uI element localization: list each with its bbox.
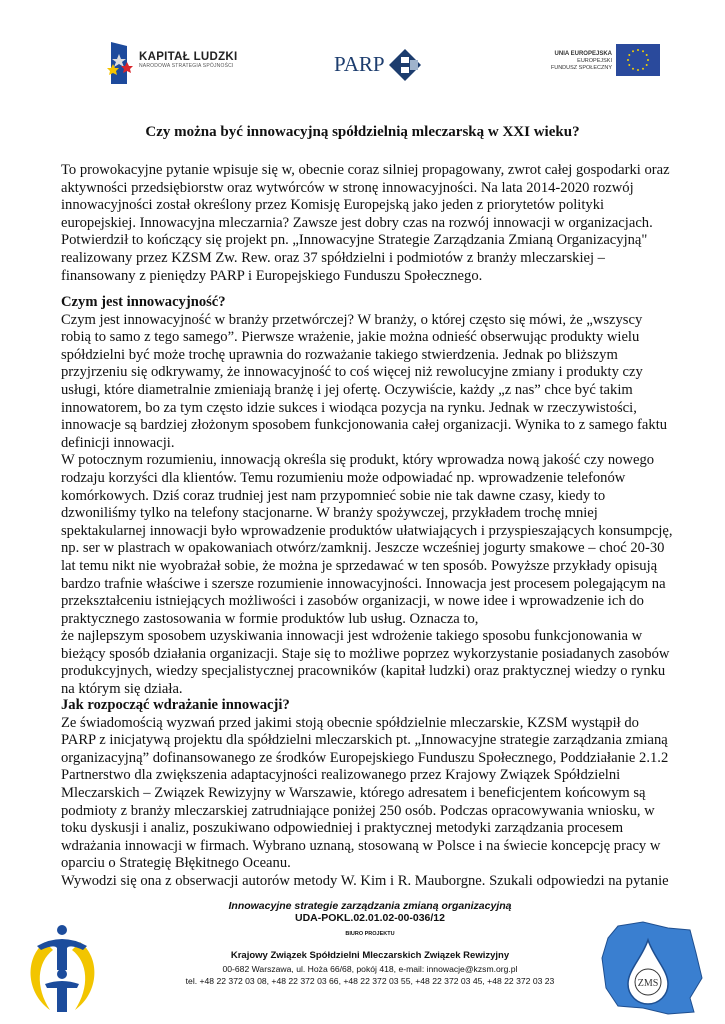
organization-phones: tel. +48 22 372 03 08, +48 22 372 03 66, +48 22 372 03 55, +48 22 372 03 45, +48 22 372 03 23 <box>185 976 555 986</box>
people-logo-icon <box>25 922 100 1014</box>
section-body <box>61 312 681 699</box>
text-line: spektakularnej innowacji było wprowadzenie produktów ułatwiających i przyspieszających konsumpcję, <box>61 522 673 539</box>
kapital-ludzki-subtitle: NARODOWA STRATEGIA SPÓJNOŚCI <box>139 63 234 69</box>
text-line: oparciu o Strategię Błękitnego Oceanu. <box>61 855 291 872</box>
text-line: przekształceniu istniejących możliwości i zasobów organizacji, w nowe idee i wprowadzenie ich do <box>61 593 644 610</box>
text-line: Potwierdził to kończący się projekt pn. „Innowacyjne Strategie Zarządzania Zmianą Organizacyjną" <box>61 232 648 249</box>
text-line: innowacje są bardziej złożonym sposobem funkcjonowania całej organizacji. Wynika to z samego faktu <box>61 417 668 434</box>
text-line: Czym jest innowacyjność w branży przetwórczej? W branży, o której często się mówi, że „wszyscy <box>61 311 643 328</box>
organization-name: Krajowy Związek Spółdzielni Mleczarskich Związek Rewizyjny <box>230 950 510 961</box>
text-line: że najlepszym sposobem uzyskiwania innowacji jest wdrożenie takiego sposobu funkcjonowania w <box>61 628 643 645</box>
kapital-ludzki-emblem-icon <box>105 40 137 86</box>
text-line: organizacyjną” dofinansowanego ze środków Europejskiego Funduszu Społecznego, Poddziałanie 2.1.2 <box>61 749 669 766</box>
text-line: W potocznym rozumieniu, innowacją określa się produkt, który wprowadza nową jakość czy nowego <box>61 452 655 469</box>
text-line: Partnerstwo dla zwiększenia adaptacyjności realizowanego przez Krajowy Związek Spółdzielni <box>61 767 621 784</box>
parp-logo <box>330 48 440 82</box>
text-line: innowacyjności został określony przez Komisję Europejską jako jeden z priorytetów polityki <box>61 197 605 214</box>
text-line: bieżący sposób działania organizacji. Staje się to możliwe poprzez wykorzystanie posiadanych zasobów <box>61 645 670 662</box>
text-line: europejskiej. Innowacyjna mleczarnia? Zawsze jest dobry czas na rozwój innowacji w organizacjach. <box>61 214 653 231</box>
text-line: finansowany z pieniędzy PARP i Europejskiego Funduszu Społecznego. <box>61 267 483 284</box>
project-code: UDA-POKL.02.01.02-00-036/12 <box>295 912 445 924</box>
kapital-ludzki-logo <box>105 40 275 86</box>
section-what-is-innovation <box>61 294 681 699</box>
text-line: realizowany przez KZSM Zw. Rew. oraz 37 spółdzielni i podmiotów z branży mleczarskiej – <box>61 249 605 266</box>
text-line: spółdzielni być może trochę uprawnia do rozważanie takiego stwierdzenia. Jednak po bliższym <box>61 346 618 363</box>
text-line: dzwoniliśmy tylko na telefony stacjonarne. W branży spożywczej, przykładem trochę mniej <box>61 505 598 522</box>
intro-paragraph <box>61 162 681 285</box>
text-line: praktycznego zastosowania w formie produktów lub usług. Oznacza to, <box>61 610 479 627</box>
text-line: bardzo trafnie właściwe i szersze rozumienie innowacyjności. Innowacja jest procesem polegającym na <box>61 575 666 592</box>
text-line: rodzaju korzyści dla klientów. Temu rozumieniu może odpowiadać np. wprowadzenie telefonów <box>61 469 626 486</box>
text-line: definicji innowacji. <box>61 434 175 451</box>
svg-text:ZMS: ZMS <box>637 978 659 989</box>
text-line: Ze świadomością wyzwań przed jakimi stoją obecnie spółdzielnie mleczarskie, KZSM wystąpił do <box>61 714 639 731</box>
text-line: lat temu nikt nie wyobrażał sobie, że można je sprzedawać w ten sposób. Powyższe przykłady opisują <box>61 557 658 574</box>
parp-emblem-icon <box>388 48 422 82</box>
eu-line1: UNIA EUROPEJSKA <box>554 51 612 57</box>
text-line: aktywności przedsiębiorstw oraz wytwórców w stronę innowacyjności. Na lata 2014-2020 rozwój <box>61 179 634 196</box>
text-line: PARP z inicjatywą projektu dla spółdzielni mleczarskich pt. „Innowacyjne strategie zarządzania zmianą <box>61 732 668 749</box>
text-line: innowatorem, bo za tym często idzie sukces i wiodąca pozycja na rynku. Jednak w rzeczywistości, <box>61 399 637 416</box>
eu-line3: FUNDUSZ SPOŁECZNY <box>550 65 612 71</box>
eu-logo <box>520 44 660 82</box>
text-line: To prowokacyjne pytanie wpisuje się w, obecnie coraz silniej propagowany, zwrot całej gospodarki oraz <box>61 162 670 178</box>
section-heading: Czym jest innowacyjność? <box>61 294 226 310</box>
text-line: wdrażania innowacji w firmach. Wybrano uznaną, stosowaną w Polsce i na świecie koncepcję pracy w <box>61 837 661 854</box>
parp-title: PARP <box>334 52 385 76</box>
project-name: Innowacyjne strategie zarządzania zmianą organizacyjną <box>228 900 512 912</box>
eu-line2: EUROPEJSKI <box>577 58 612 64</box>
eu-flag-icon <box>616 44 660 76</box>
kzsm-logo-icon <box>598 918 706 1018</box>
organization-address: 00-682 Warszawa, ul. Hoża 66/68, pokój 418, e-mail: innowacje@kzsm.org.pl <box>222 964 518 974</box>
kapital-ludzki-title: KAPITAŁ LUDZKI <box>139 51 238 63</box>
text-line: robią to samo z tego samego”. Pierwsze wrażenie, jakie można odnieść obserwując produkty wielu <box>61 329 640 346</box>
text-line: na którym się działa. <box>61 681 183 698</box>
text-line: podmioty z branży mleczarskiej zatrudniające poniżej 250 osób. Podczas opracowywania wniosku, w <box>61 802 655 819</box>
text-line: np. ser w plastrach w opakowaniach otwórz/zamknij. Jeszcze wcześniej jogurty smakowe – choć 20-30 <box>61 540 665 557</box>
office-label: BIURO PROJEKTU <box>345 931 395 937</box>
text-line: produkcyjnych, wiedzy specjalistycznej pracowników (kapitał ludzki) oraz praktycznej wiedzy o rynku <box>61 663 666 680</box>
document-title: Czy można być innowacyjną spółdzielnią mleczarską w XXI wieku? <box>145 124 580 140</box>
text-line: Wywodzi się ona z obserwacji autorów metody W. Kim i R. Mauborgne. Szukali odpowiedzi na pytanie <box>61 872 669 889</box>
section-how-to-start <box>61 697 681 891</box>
text-line: przyjrzeniu się odkrywamy, że innowacyjność to coś więcej niż rewolucyjne zmiany i produkty czy <box>61 364 643 381</box>
section-body <box>61 715 681 891</box>
section-heading: Jak rozpocząć wdrażanie innowacji? <box>61 697 290 713</box>
text-line: Mleczarskich – Związek Rewizyjny w Warszawie, którego adresatem i beneficjentem końcowym są <box>61 784 646 801</box>
text-line: usługi, które diametralnie zmieniają branżę i jej ofertę. Oczywiście, każdy „z nas” chce być takim <box>61 381 633 398</box>
text-line: komórkowych. Dziś coraz trudniej jest nam przypomnieć sobie nie tak dawne czasy, kiedy to <box>61 487 606 504</box>
text-line: toku dyskusji i analiz, poszukiwano odpowiedniej i praktycznej metodyki zarządzania procesem <box>61 820 624 837</box>
